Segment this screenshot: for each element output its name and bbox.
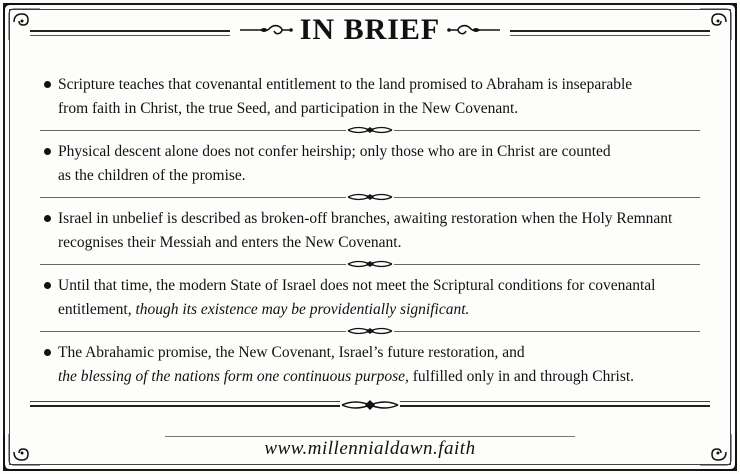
list-item [40,336,700,403]
flourish-left-icon [238,21,294,39]
list-item-line: Israel in unbelief is described as broken-off branches, awaiting restoration when the Holy Remnant [58,210,673,227]
divider [40,326,700,336]
list-item-text [58,207,700,255]
list-item-line: as the children of the promise. [58,167,246,184]
flourish-right-icon [446,21,502,39]
list-item-italic: though its existence may be providentially significant. [135,301,470,318]
list-item-text [58,274,700,322]
footer-ornament-icon [340,398,400,412]
list-item-text [58,341,700,389]
bullet-icon [44,349,51,356]
list-item [40,202,700,269]
list-item [40,68,700,135]
bullet-icon [44,215,51,222]
title-wrap [230,13,511,47]
bullet-icon [44,81,51,88]
divider-ornament-icon [346,326,394,336]
bullet-icon [44,282,51,289]
bullet-icon [44,148,51,155]
list-item-line [58,298,700,322]
divider-ornament-icon [346,259,394,269]
page-title: IN BRIEF [299,13,441,46]
divider [40,259,700,269]
list-item [40,269,700,336]
list-item-italic: the blessing of the nations form one continuous purpose, [58,368,409,385]
website-url: www.millennialdawn.faith [264,438,476,459]
list-item-text [58,140,700,188]
divider-ornament-icon [346,125,394,135]
header [30,10,710,50]
list-item-line: recognises their Messiah and enters the New Covenant. [58,234,402,251]
list-item [40,135,700,202]
list-item-line: The Abrahamic promise, the New Covenant, Israel’s future restoration, and [58,344,525,361]
footer-divider [30,398,710,414]
list-item-line: Physical descent alone does not confer heirship; only those who are in Christ are counted [58,143,611,160]
list-item-text [58,73,700,121]
divider [40,192,700,202]
list-item-line [58,365,700,389]
list-item-line: Until that time, the modern State of Israel does not meet the Scriptural conditions for covenantal [58,277,656,294]
list-item-span: entitlement, [58,301,136,318]
summary-list [40,68,700,403]
list-item-line: from faith in Christ, the true Seed, and participation in the New Covenant. [58,100,519,117]
list-item-span: fulfilled only in and through Christ. [408,368,635,385]
list-item-line: Scripture teaches that covenantal entitlement to the land promised to Abraham is inseparable [58,76,633,93]
divider-ornament-icon [346,192,394,202]
website-rule [165,436,575,437]
divider [40,125,700,135]
